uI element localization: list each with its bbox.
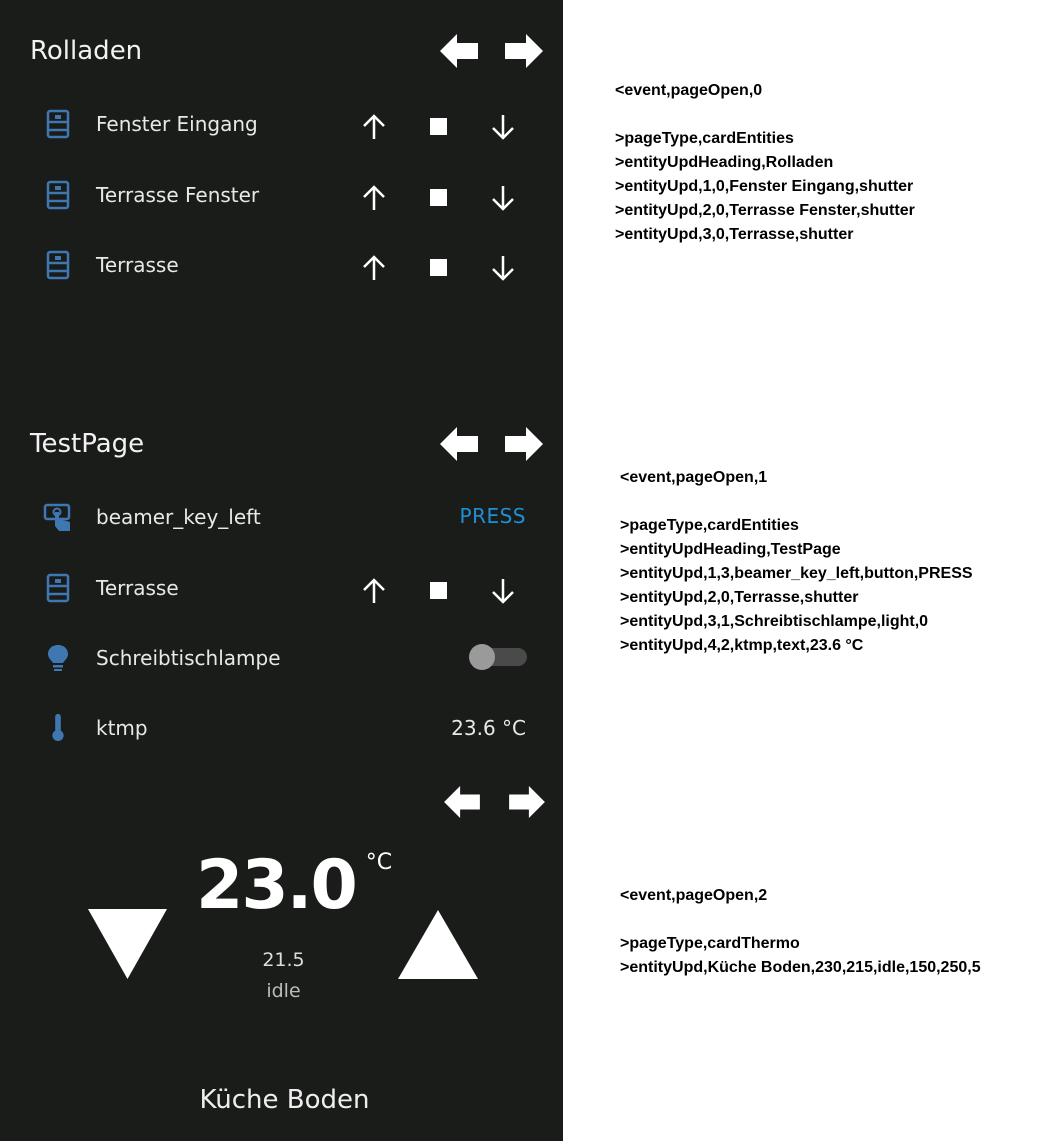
window-shutter-icon xyxy=(46,250,70,280)
hvac-state: idle xyxy=(266,980,301,1002)
log-line: >entityUpd,2,0,Terrasse,shutter xyxy=(620,589,859,606)
nav-next-arrow-icon[interactable] xyxy=(505,427,543,461)
log-line: >entityUpdHeading,Rolladen xyxy=(615,154,834,171)
shutter-down-arrow-icon[interactable] xyxy=(489,254,517,282)
log-line: >entityUpdHeading,TestPage xyxy=(620,541,841,558)
log-line: >entityUpd,3,0,Terrasse,shutter xyxy=(615,226,854,243)
setpoint-display xyxy=(196,846,392,926)
log-line: >entityUpd,1,0,Fenster Eingang,shutter xyxy=(615,178,914,195)
entity-label: beamer_key_left xyxy=(96,505,261,529)
nav-prev-arrow-icon[interactable] xyxy=(440,34,478,68)
shutter-up-arrow-icon[interactable] xyxy=(360,254,388,282)
log-line: >entityUpd,3,1,Schreibtischlampe,light,0 xyxy=(620,613,929,630)
log-line: >pageType,cardEntities xyxy=(620,517,799,534)
shutter-down-arrow-icon[interactable] xyxy=(489,184,517,212)
log-line: >entityUpd,1,3,beamer_key_left,button,PRESS xyxy=(620,565,973,582)
log-line: >entityUpd,Küche Boden,230,215,idle,150,250,5 xyxy=(620,959,981,976)
nav-prev-arrow-icon[interactable] xyxy=(440,427,478,461)
shutter-row xyxy=(0,250,563,280)
lightbulb-icon xyxy=(46,643,70,673)
shutter-row xyxy=(0,180,563,210)
entity-label: Terrasse Fenster xyxy=(96,183,260,207)
temperature-unit: °C xyxy=(365,850,393,875)
window-shutter-icon xyxy=(46,180,70,210)
log-line: <event,pageOpen,2 xyxy=(620,887,768,904)
window-shutter-icon xyxy=(46,573,70,603)
toggle-knob xyxy=(469,644,495,670)
shutter-stop-icon[interactable] xyxy=(424,577,452,605)
shutter-stop-icon[interactable] xyxy=(424,184,452,212)
window-shutter-icon xyxy=(46,109,70,139)
entity-label: Fenster Eingang xyxy=(96,112,258,136)
current-temperature: 21.5 xyxy=(262,949,305,971)
entity-value: 23.6 °C xyxy=(451,716,526,740)
nav-next-arrow-icon[interactable] xyxy=(509,786,545,818)
gesture-tap-button-icon xyxy=(43,502,73,532)
page-heading: TestPage xyxy=(30,429,145,459)
log-line: >entityUpd,2,0,Terrasse Fenster,shutter xyxy=(615,202,915,219)
nav-next-arrow-icon[interactable] xyxy=(505,34,543,68)
page-heading: Rolladen xyxy=(30,36,143,66)
shutter-up-arrow-icon[interactable] xyxy=(360,113,388,141)
nav-prev-arrow-icon[interactable] xyxy=(444,786,480,818)
log-line: >pageType,cardThermo xyxy=(620,935,800,952)
set-temperature: 23.0 xyxy=(196,846,356,925)
shutter-down-arrow-icon[interactable] xyxy=(489,113,517,141)
press-button[interactable]: PRESS xyxy=(459,504,526,528)
light-toggle-switch[interactable] xyxy=(469,644,527,670)
entity-label: Terrasse xyxy=(96,253,179,277)
log-line: <event,pageOpen,0 xyxy=(615,82,763,99)
thermostat-name: Küche Boden xyxy=(199,1085,370,1115)
log-line: >pageType,cardEntities xyxy=(615,130,794,147)
log-line: >entityUpd,4,2,ktmp,text,23.6 °C xyxy=(620,637,864,654)
shutter-down-arrow-icon[interactable] xyxy=(489,577,517,605)
shutter-up-arrow-icon[interactable] xyxy=(360,577,388,605)
shutter-stop-icon[interactable] xyxy=(424,254,452,282)
shutter-stop-icon[interactable] xyxy=(424,113,452,141)
shutter-up-arrow-icon[interactable] xyxy=(360,184,388,212)
entity-label: Schreibtischlampe xyxy=(96,646,281,670)
shutter-row xyxy=(0,109,563,139)
log-line: <event,pageOpen,1 xyxy=(620,469,768,486)
thermometer-icon xyxy=(46,712,70,742)
entity-label: Terrasse xyxy=(96,576,179,600)
entity-label: ktmp xyxy=(96,716,148,740)
